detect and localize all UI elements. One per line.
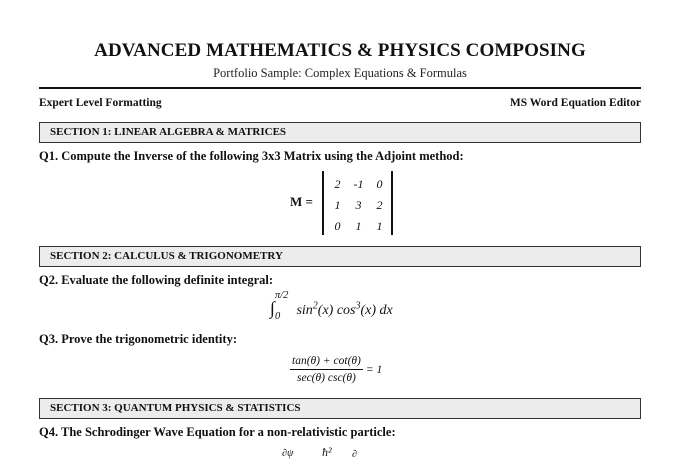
- question-3: Q3. Prove the trigonometric identity:: [39, 332, 237, 346]
- meta-formatting-level: Expert Level Formatting: [39, 97, 162, 109]
- identity-fraction: [290, 355, 363, 384]
- identity-rhs: = 1: [365, 363, 383, 376]
- question-4: Q4. The Schrodinger Wave Equation for a non-relativistic particle:: [39, 425, 396, 439]
- sin-exponent: 2: [312, 300, 318, 312]
- matrix-cell: 1: [355, 219, 362, 233]
- integral-lower-limit: 0: [274, 311, 281, 322]
- question-2: Q2. Evaluate the following definite integral:: [39, 273, 274, 287]
- question-1: Q1. Compute the Inverse of the following 3x3 Matrix using the Adjoint method:: [39, 149, 464, 163]
- integral-upper-limit: π/2: [274, 290, 289, 301]
- sin-argument: (x): [317, 303, 337, 318]
- meta-editor-name: MS Word Equation Editor: [509, 97, 641, 109]
- matrix-row-1: [327, 174, 390, 195]
- schrodinger-partial-lead: ∂ψ: [282, 448, 294, 459]
- integral-sign: ∫: [270, 298, 275, 318]
- matrix-grid: [327, 174, 390, 237]
- matrix-row-2: [327, 195, 390, 216]
- section-1-header: SECTION 1: LINEAR ALGEBRA & MATRICES: [39, 122, 641, 143]
- matrix-cell: 3: [355, 198, 362, 212]
- cos-argument: (x) dx: [360, 303, 393, 318]
- schrodinger-hbar: ħ²: [322, 445, 332, 459]
- integral-limits: [274, 290, 293, 322]
- section-3-header: SECTION 3: QUANTUM PHYSICS & STATISTICS: [39, 398, 641, 419]
- matrix-row-3: [327, 216, 390, 237]
- integral-expression: [270, 290, 393, 322]
- section-2-header: SECTION 2: CALCULUS & TRIGONOMETRY: [39, 246, 641, 267]
- matrix-right-bracket: [391, 171, 393, 235]
- cos-term: cos: [336, 303, 356, 318]
- document-title: ADVANCED MATHEMATICS & PHYSICS COMPOSING: [94, 40, 586, 61]
- trig-identity: [290, 355, 382, 384]
- matrix-label: M =: [290, 194, 313, 209]
- matrix-cell: 0: [376, 177, 383, 191]
- sin-term: sin: [296, 303, 313, 318]
- identity-numerator: tan(θ) + cot(θ): [290, 355, 363, 370]
- matrix-cell: 2: [334, 177, 341, 191]
- matrix-left-bracket: [322, 171, 324, 235]
- matrix-cell: -1: [353, 177, 364, 191]
- matrix-cell: 1: [376, 219, 383, 233]
- document-subtitle: Portfolio Sample: Complex Equations & Formulas: [213, 66, 467, 80]
- matrix-cell: 1: [334, 198, 341, 212]
- matrix-cell: 2: [376, 198, 383, 212]
- matrix-cell: 0: [334, 219, 341, 233]
- identity-denominator: sec(θ) csc(θ): [297, 372, 356, 384]
- schrodinger-tail: ∂: [352, 449, 357, 460]
- cos-exponent: 3: [355, 300, 361, 312]
- title-divider: [39, 87, 641, 89]
